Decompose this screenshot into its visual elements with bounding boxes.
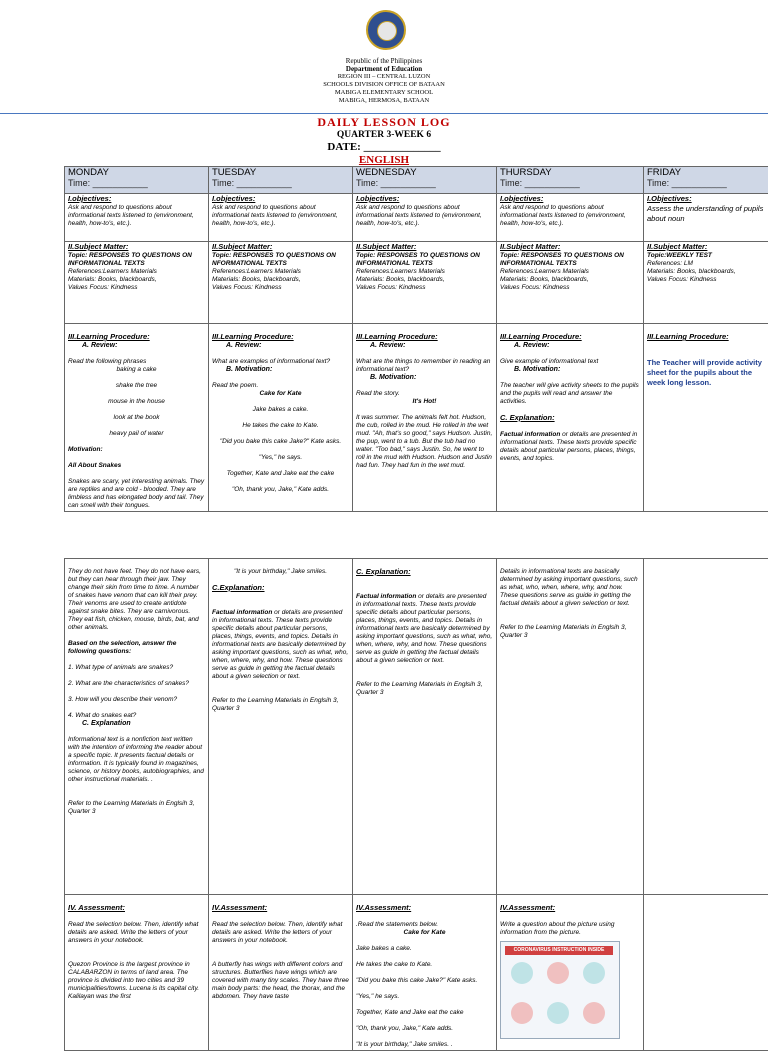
clean-illustration [547,1002,569,1024]
assessment-cell-friday [644,895,768,1051]
procedure-cell-wednesday: III.Learning Procedure: A. Review: What are the things to remember in reading an informational text? B. Motivation: Read the story. It's Hot! It was summer. The animals felt hot. Hudson, the cub, rolled in the mud. He rolled in the wet mud. "Ah, that's so good," says Hudson. Justin, the pup, went to a tub. But the tub had no water. "Too bad," says Justin. So, he went to roll in the mud with Hudson. Hudson and Justin had fun. They had fun in the wet mud. [353,324,497,512]
subject-matter-cell: II.Subject Matter: Topic: RESPONSES TO QUESTIONS ON INFORMATIONAL TEXTS References:Learners Materials Materials: Books, blackboards, Values Focus: Kindness [497,242,644,324]
procedure-cell-tuesday: III.Learning Procedure: A. Review: What are examples of informational text? B. Motivation: Read the poem. Cake for Kate Jake bakes a cake. He takes the cake to Kate. "Did you bake this cake Jake?" Kate asks. "Yes," he says. Together, Kate and Jake eat the cake "Oh, thank you, Jake," Kate adds. [209,324,353,512]
header-address: MABIGA, HERMOSA, BATAAN [0,97,768,105]
subject-matter-cell-friday: II.Subject Matter: Topic:WEEKLY TEST References: LM Materials: Books, blackboards, Values Focus: Kindness [644,242,768,324]
distance-illustration [583,962,605,984]
assessment-cell-thursday: IV.Assessment: Write a question about the picture using information from the picture. CORONAVIRUS INSTRUCTION INSIDE [497,895,644,1051]
day-header-wednesday: WEDNESDAY Time: ___________ [353,167,497,194]
header-department: Department of Education [0,65,768,73]
day-header-monday: MONDAY Time: ___________ [65,167,209,194]
assessment-cell-tuesday: IV.Assessment: Read the selection below. Then, identify what details are asked. Write the letters of your answers in your notebook. A butterfly has wings with different colors and structures. Butterflies have wings which are covered with many tiny scales. They have three main body parts: the head, the thorax, and the abdomen. They have taste [209,895,353,1051]
continuation-cell-tuesday: "It is your birthday," Jake smiles. C.Explanation: Factual information or details are presented in informational texts. These texts provide specific details about particular persons, places, things, events, and topics. Details in informational texts are basically determined by asking important questions, such as what, who, when, where, why, and how. These questions serve as guide in getting the factual details about a given selection or text. Refer to the Learning Materials in Englsih 3, Quarter 3 [209,559,353,895]
cough-illustration [511,1002,533,1024]
document-header [0,57,768,105]
quarter-week: QUARTER 3-WEEK 6 [0,130,768,140]
assessment-cell-monday: IV. Assessment: Read the selection below. Then, identify what details are asked. Write the letters of your answers in your notebook. Quezon Province is the largest province in CALABARZON in terms of land area. The province is divided into two cities and 39 municipalities/towns. Lucena is its capital city. Kalilayan was the first [65,895,209,1051]
objectives-cell: I.objectives: Ask and respond to questions about informational texts listened to (environment, health, how-to's, etc.). [209,194,353,242]
procedure-cell-monday: III.Learning Procedure: A. Review: Read the following phrases baking a cake shake the tree mouse in the house look at the book heavy pail of water Motivation: All About Snakes Snakes are scary, yet interesting animals. They are reptiles and are cold - blooded. They are limbless and has elongated body and tail. They can smell with their tongues. [65,324,209,512]
subject-matter-cell: II.Subject Matter: Topic: RESPONSES TO QUESTIONS ON INFORMATIONAL TEXTS References:Learners Materials Materials: Books, blackboards, Values Focus: Kindness [65,242,209,324]
subject-matter-cell: II.Subject Matter: Topic: RESPONSES TO QUESTIONS ON INFORMATIONAL TEXTS References:Learners Materials Materials: Books, blackboards, Values Focus: Kindness [353,242,497,324]
subject-title: ENGLISH [0,154,768,166]
lesson-log-table-2 [64,558,768,1051]
procedure-cell-friday: III.Learning Procedure: The Teacher will provide activity sheet for the pupils about the week long lesson. [644,324,768,512]
header-region: REGION III – CENTRAL LUZON [0,73,768,81]
header-school: MABIGA ELEMENTARY SCHOOL [0,89,768,97]
continuation-cell-monday: They do not have feet. They do not have ears, but they can hear through their jaw. They change their skin from time to time. A number of snakes have venom that can kill their prey. Their venoms are used to create antidote against snake bites. They are carnivorous. They eat fish, chicken, mouse, birds, bat, and other animals. Based on the selection, answer the following questions: 1. What type of animals are snakes? 2. What are the characteristics of snakes? 3. How will you describe their venom? 4. What do snakes eat? C. Explanation Informational text is a nonfiction text written with the intention of informing the reader about a specific topic. It presents factual details or information. It is typically found in magazines, science, or history books, autobiographies, and other instructional materials. . Refer to the Learning Materials in Englsih 3, Quarter 3 [65,559,209,895]
subject-matter-cell: II.Subject Matter: Topic: RESPONSES TO QUESTIONS ON NFORMATIONAL TEXTS References:Learners Materials Materials: Books, blackboards, Values Focus: Kindness [209,242,353,324]
handwash-illustration [511,962,533,984]
lesson-log-table-1 [64,166,768,512]
continuation-cell-friday [644,559,768,895]
objectives-cell-friday: I.Objectives: Assess the understanding of pupils about noun [644,194,768,242]
picture-title: CORONAVIRUS INSTRUCTION INSIDE [505,946,613,955]
objectives-cell: I.objectives: Ask and respond to questions about informational texts listened to (environment, health, how-to's, etc.). [353,194,497,242]
day-header-friday: FRIDAY Time: ___________ [644,167,768,194]
page-title: DAILY LESSON LOG [0,115,768,130]
assessment-cell-wednesday: IV.Assessment: .Read the statements below. Cake for Kate Jake bakes a cake. He takes the cake to Kate. "Did you bake this cake Jake?" Kate asks. "Yes," he says. Together, Kate and Jake eat the cake "Oh, thank you, Jake," Kate adds. "It is your birthday," Jake smiles. . [353,895,497,1051]
continuation-cell-wednesday: C. Explanation: Factual information or details are presented in informational texts. These texts provide specific details about particular persons, places, things, events, and topics. Details in informational texts are basically determined by asking important questions, such as what, who, when, where, why, and how. These questions serve as guide in getting the factual details about a given selection or text. Refer to the Learning Materials in Englsih 3, Quarter 3 [353,559,497,895]
mask-illustration [547,962,569,984]
deped-seal [366,10,406,50]
objectives-cell: I.objectives: Ask and respond to questions about informational texts listened to (environment, health, how-to's, etc.). [497,194,644,242]
day-header-thursday: THURSDAY Time: ___________ [497,167,644,194]
objectives-cell: I.objectives: Ask and respond to questions about informational texts listened to (environment, health, how-to's, etc.). [65,194,209,242]
continuation-cell-thursday: Details in informational texts are basically determined by asking important questions, such as what, who, when, where, why, and how. These questions serve as guide in getting the factual details about a given selection or text. Refer to the Learning Materials in Englsih 3, Quarter 3 [497,559,644,895]
stay-home-illustration [583,1002,605,1024]
coronavirus-instruction-picture [500,941,620,1039]
day-header-tuesday: TUESDAY Time: ___________ [209,167,353,194]
header-divider [0,113,768,114]
procedure-cell-thursday: III.Learning Procedure: A. Review: Give example of informational text B. Motivation: The teacher will give activity sheets to the pupils and the pupils will read and answer the activities. C. Explanation: Factual information or details are presented in informational texts. These texts provide specific details about particular persons, places, things, events, and topics. [497,324,644,512]
header-republic: Republic of the Philippines [0,57,768,65]
header-division: SCHOOLS DIVISION OFFICE OF BATAAN [0,81,768,89]
date-line: DATE: ______________ [0,141,768,153]
